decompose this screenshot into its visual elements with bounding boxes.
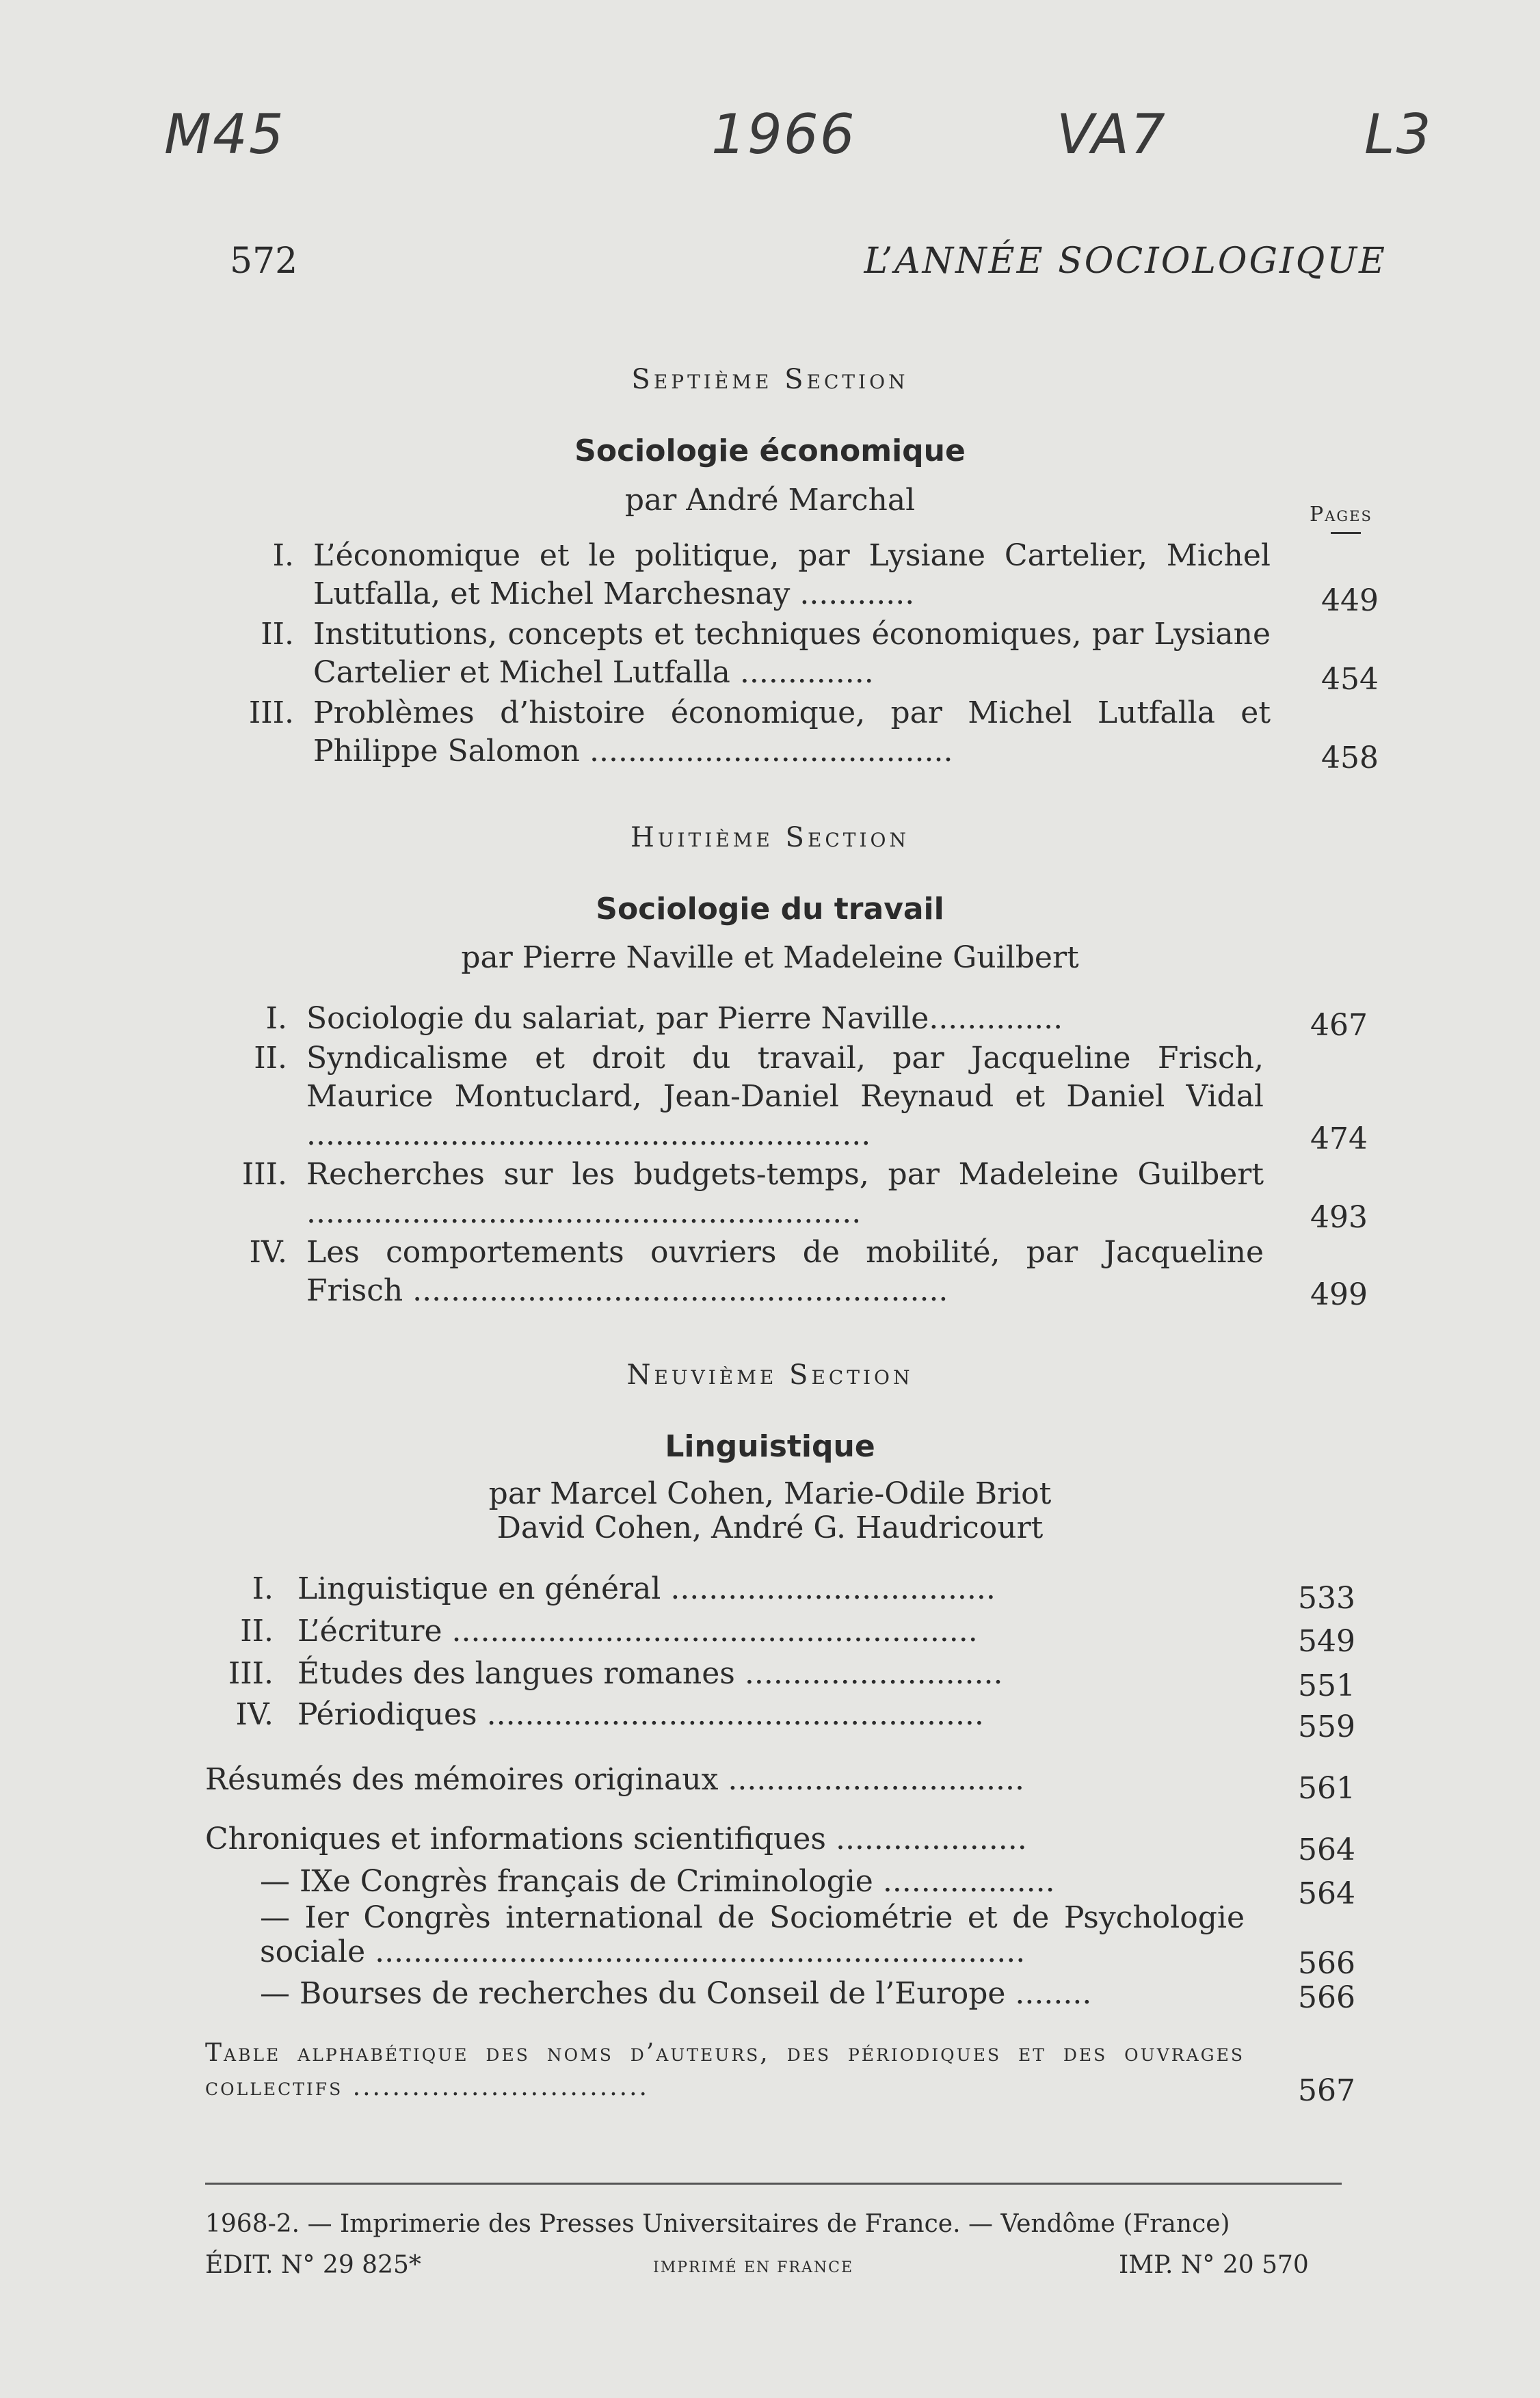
toc-page: 566 xyxy=(1298,1946,1355,1981)
section-authors: par Marcel Cohen, Marie-Odile Briot David Cohen, André G. Haudricourt xyxy=(488,1476,1052,1545)
toc-entry: — Bourses de recherches du Conseil de l’Europe ........ xyxy=(260,1976,1092,2011)
toc-entry: III. Études des langues romanes ........................... xyxy=(228,1656,1003,1691)
toc-page: 559 xyxy=(1298,1709,1355,1744)
printed-in-france: IMPRIMÉ EN FRANCE xyxy=(653,2259,854,2276)
toc-page: 449 xyxy=(1321,583,1379,618)
toc-page: 564 xyxy=(1298,1876,1355,1911)
handwritten-note-4: L3 xyxy=(1364,103,1433,166)
handwritten-note-2: 1966 xyxy=(711,103,856,166)
toc-page: 467 xyxy=(1310,1008,1368,1043)
section-title: Sociologie économique xyxy=(574,434,966,468)
section-heading: Septième Section xyxy=(631,364,909,395)
toc-entry: II. L’écriture ....................................................... xyxy=(240,1614,978,1649)
running-title: L’ANNÉE SOCIOLOGIQUE xyxy=(864,241,1387,282)
toc-page: 474 xyxy=(1310,1121,1368,1156)
pages-column-dash xyxy=(1331,532,1361,534)
toc-page: 551 xyxy=(1298,1668,1355,1703)
toc-entry: — IXe Congrès français de Criminologie .................. xyxy=(260,1864,1055,1899)
page-number: 572 xyxy=(230,241,298,282)
toc-entry: IV. Les comportements ouvriers de mobilité, par Jacqueline Frisch ........................................................ xyxy=(249,1235,1264,1308)
toc-page: 567 xyxy=(1298,2073,1355,2108)
toc-entry: I. Linguistique en général .................................. xyxy=(252,1571,996,1606)
section-authors: par André Marchal xyxy=(624,483,916,518)
section-heading: Huitième Section xyxy=(630,822,910,853)
toc-entry: II. Syndicalisme et droit du travail, par Jacqueline Frisch, Maurice Montuclard, Jean-Daniel Reynaud et Daniel Vidal ........................................................... xyxy=(254,1041,1264,1152)
toc-entry: IV. Périodiques .................................................... xyxy=(235,1697,984,1732)
section-heading: Neuvième Section xyxy=(626,1359,914,1391)
footer-rule xyxy=(205,2183,1342,2185)
toc-page: 549 xyxy=(1298,1624,1355,1659)
imprint-number: IMP. N° 20 570 xyxy=(1119,2251,1309,2279)
toc-page: 564 xyxy=(1298,1833,1355,1867)
printer-line: 1968-2. — Imprimerie des Presses Universitaires de France. — Vendôme (France) xyxy=(205,2210,1230,2238)
toc-page: 499 xyxy=(1310,1277,1368,1312)
edition-number: ÉDIT. N° 29 825* xyxy=(205,2251,421,2279)
toc-entry: II. Institutions, concepts et techniques économiques, par Lysiane Cartelier et Michel Lutfalla .............. xyxy=(261,617,1271,690)
section-title: Linguistique xyxy=(665,1429,875,1464)
toc-page: 454 xyxy=(1321,662,1379,697)
handwritten-note-3: VA7 xyxy=(1057,103,1167,166)
toc-entry: I. Sociologie du salariat, par Pierre Naville.............. xyxy=(265,1001,1063,1036)
section-authors: par Pierre Naville et Madeleine Guilbert xyxy=(461,940,1079,975)
pages-column-label: Pages xyxy=(1310,503,1372,527)
toc-entry: III. Problèmes d’histoire économique, par Michel Lutfalla et Philippe Salomon ...................................... xyxy=(248,695,1271,769)
toc-page: 458 xyxy=(1321,741,1379,775)
toc-page: 493 xyxy=(1310,1200,1368,1235)
toc-page: 533 xyxy=(1298,1581,1355,1616)
toc-entry: — Ier Congrès international de Sociométrie et de Psychologie sociale .................................................................... xyxy=(260,1900,1245,1969)
toc-page: 566 xyxy=(1298,1980,1355,2015)
toc-page: 561 xyxy=(1298,1771,1355,1806)
toc-entry: Chroniques et informations scientifiques .................... xyxy=(205,1822,1027,1856)
toc-entry: Table alphabétique des noms d’auteurs, des périodiques et des ouvrages collectifs .............................. xyxy=(205,2039,1245,2101)
section-title: Sociologie du travail xyxy=(596,892,944,927)
toc-entry: Résumés des mémoires originaux ............................... xyxy=(205,1762,1024,1797)
handwritten-note-1: M45 xyxy=(164,103,285,166)
toc-entry: III. Recherches sur les budgets-temps, par Madeleine Guilbert .......................................................... xyxy=(241,1157,1264,1230)
toc-entry: I. L’économique et le politique, par Lysiane Cartelier, Michel Lutfalla, et Michel Marchesnay ............ xyxy=(272,538,1271,611)
